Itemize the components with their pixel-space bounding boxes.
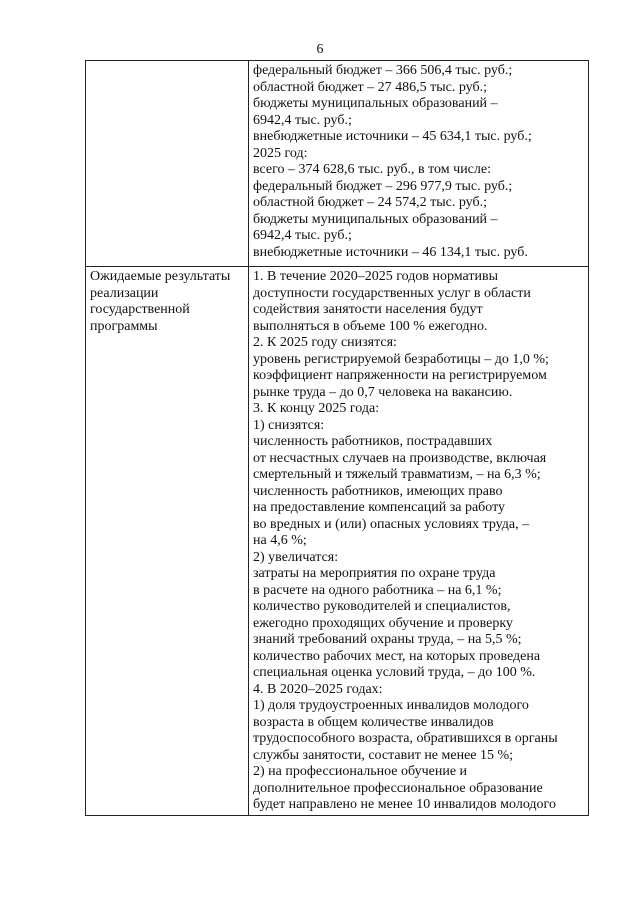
row-content-cell <box>249 61 589 267</box>
row-content-line: на предоставление компенсаций за работу <box>253 500 506 516</box>
row-content-line: 2) на профессиональное обучение и <box>253 764 468 780</box>
program-passport-table <box>85 60 589 816</box>
page-number: 6 <box>316 42 324 57</box>
row-content-line: 1. В течение 2020–2025 годов нормативы <box>253 269 499 285</box>
row-content-line: специальная оценка условий труда, – до 100 %. <box>253 665 536 681</box>
row-label-line: программы <box>90 318 158 334</box>
row-content-line: 6942,4 тыс. руб.; <box>253 112 352 128</box>
row-content-line: 2025 год: <box>253 145 308 161</box>
row-content-line: службы занятости, составит не менее 15 %; <box>253 747 514 763</box>
row-content-line: выполняться в объеме 100 % ежегодно. <box>253 318 488 334</box>
row-content-line: ежегодно проходящих обучение и проверку <box>253 615 513 631</box>
row-content-line: количество рабочих мест, на которых проведена <box>253 648 541 664</box>
row-content-line: во вредных и (или) опасных условиях труда, – <box>253 516 530 532</box>
row-content-line: в расчете на одного работника – на 6,1 %; <box>253 582 502 598</box>
row-content-line: содействия занятости населения будут <box>253 302 483 318</box>
row-content-line: рынке труда – до 0,7 человека на вакансию. <box>253 384 513 400</box>
row-label-line: государственной <box>90 302 190 318</box>
row-content-line: бюджеты муниципальных образований – <box>253 211 498 227</box>
row-content-line: доступности государственных услуг в области <box>253 285 531 301</box>
row-content-line: смертельный и тяжелый травматизм, – на 6,3 %; <box>253 467 541 483</box>
row-label-cell <box>86 267 249 816</box>
row-content-line: внебюджетные источники – 45 634,1 тыс. руб.; <box>253 129 532 144</box>
row-content-line: областной бюджет – 27 486,5 тыс. руб.; <box>253 79 487 95</box>
row-content-line: 1) доля трудоустроенных инвалидов молодого <box>253 698 529 714</box>
row-content-line: знаний требований охраны труда, – на 5,5 %; <box>253 632 522 648</box>
row-content-line: дополнительное профессиональное образование <box>253 780 543 796</box>
row-content-line: бюджеты муниципальных образований – <box>253 96 498 111</box>
row-label-cell <box>86 61 249 267</box>
row-content-line: будет направлено не менее 10 инвалидов молодого <box>253 797 556 813</box>
row-content-line: 1) снизятся: <box>253 417 325 433</box>
row-content-line: 4. В 2020–2025 годах: <box>253 681 383 697</box>
row-content-line: численность работников, имеющих право <box>253 483 503 499</box>
row-content-line: на 4,6 %; <box>253 533 307 549</box>
row-label-line: Ожидаемые результаты <box>90 269 231 285</box>
table-row-funding <box>86 61 589 267</box>
row-content-line: затраты на мероприятия по охране труда <box>253 566 496 582</box>
row-content-line: от несчастных случаев на производстве, включая <box>253 450 547 466</box>
row-content-line: областной бюджет – 24 574,2 тыс. руб.; <box>253 195 487 210</box>
row-content-line: всего – 374 628,6 тыс. руб., в том числе: <box>253 162 491 177</box>
row-content-line: коэффициент напряженности на регистрируемом <box>253 368 547 384</box>
row-content-line: количество руководителей и специалистов, <box>253 599 511 615</box>
row-content-line: федеральный бюджет – 366 506,4 тыс. руб.; <box>253 63 513 78</box>
row-content-line: внебюджетные источники – 46 134,1 тыс. руб. <box>253 244 528 260</box>
row-content-line: численность работников, пострадавших <box>253 434 493 450</box>
row-content-cell <box>249 267 589 816</box>
row-content-line: 6942,4 тыс. руб.; <box>253 228 352 243</box>
row-label-line: реализации <box>90 285 159 301</box>
row-content-line: 3. К концу 2025 года: <box>253 401 380 417</box>
row-content-line: трудоспособного возраста, обратившихся в органы <box>253 731 558 747</box>
row-content-line: 2) увеличатся: <box>253 549 339 565</box>
table-row-expected-results <box>86 267 589 816</box>
row-content-line: 2. К 2025 году снизятся: <box>253 335 397 351</box>
row-content-line: возраста в общем количестве инвалидов <box>253 714 494 730</box>
row-content-line: уровень регистрируемой безработицы – до 1,0 %; <box>253 351 549 367</box>
row-content-line: федеральный бюджет – 296 977,9 тыс. руб.; <box>253 178 513 194</box>
